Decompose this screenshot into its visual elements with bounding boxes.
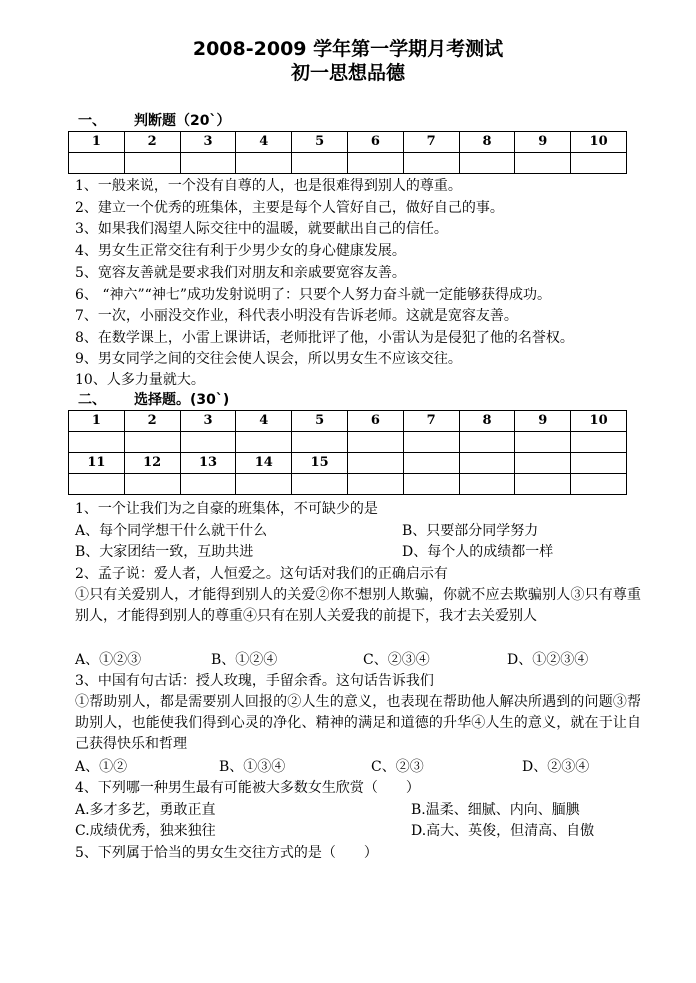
answer-number: 1 xyxy=(69,411,125,432)
answer-cell[interactable] xyxy=(571,474,627,495)
answer-number: 14 xyxy=(236,453,292,474)
section1-heading xyxy=(78,112,230,130)
choice-option: A、①②③ xyxy=(75,652,142,668)
answer-header-row xyxy=(69,411,627,432)
judge-question: 6、 “神六”“神七”成功发射说明了：只要个人努力奋斗就一定能够获得成功。 xyxy=(75,287,551,303)
answer-number: 10 xyxy=(571,132,627,153)
choice-options-row xyxy=(75,757,655,778)
answer-cell[interactable] xyxy=(292,153,348,174)
section1-number: 一、 xyxy=(78,113,106,129)
choice-question-stem: 2、孟子说：爱人者，人恒爱之。这句话对我们的正确启示有 xyxy=(75,566,448,582)
judge-question: 7、一次，小丽没交作业，科代表小明没有告诉老师。这就是宽容友善。 xyxy=(75,308,518,324)
judge-question: 1、一般来说，一个没有自尊的人，也是很难得到别人的尊重。 xyxy=(75,178,462,194)
judge-question: 2、建立一个优秀的班集体，主要是每个人管好自己，做好自己的事。 xyxy=(75,200,504,216)
judge-question: 10、人多力量就大。 xyxy=(75,372,205,388)
answer-number: 5 xyxy=(292,132,348,153)
answer-number: 3 xyxy=(180,132,236,153)
answer-number: 8 xyxy=(459,132,515,153)
answer-cell[interactable] xyxy=(347,432,403,453)
choice-options-row xyxy=(75,521,655,542)
choice-option: C、②③ xyxy=(371,759,424,775)
choice-option: C、②③④ xyxy=(363,652,430,668)
choice-question-stem: 3、中国有句古话：授人玫瑰，手留余香。这句话告诉我们 xyxy=(75,673,434,689)
answer-cell[interactable] xyxy=(236,153,292,174)
answer-number: 2 xyxy=(124,132,180,153)
choice-option: D、①②③④ xyxy=(507,652,589,668)
answer-cell[interactable] xyxy=(180,153,236,174)
answer-cell[interactable] xyxy=(403,474,459,495)
answer-number xyxy=(403,453,459,474)
answer-number: 12 xyxy=(124,453,180,474)
choice-option: B.温柔、细腻、内向、腼腆 xyxy=(411,802,580,818)
answer-cell[interactable] xyxy=(236,432,292,453)
section2-title: 选择题。(30`) xyxy=(134,392,230,408)
choice-question-stem: 4、下列哪一种男生最有可能被大多数女生欣赏（ ） xyxy=(75,780,420,796)
answer-cell[interactable] xyxy=(69,153,125,174)
answer-number: 2 xyxy=(124,411,180,432)
answer-number: 9 xyxy=(515,411,571,432)
section2-answer-table xyxy=(68,410,627,495)
choice-option: D.高大、英俊，但清高、自傲 xyxy=(411,823,595,839)
answer-cell[interactable] xyxy=(515,474,571,495)
answer-cell[interactable] xyxy=(180,432,236,453)
answer-number xyxy=(459,453,515,474)
choice-option: D、②③④ xyxy=(522,759,590,775)
answer-cell[interactable] xyxy=(124,474,180,495)
choice-option: D、每个人的成绩都一样 xyxy=(402,544,554,560)
answer-cell[interactable] xyxy=(347,474,403,495)
choice-option: B、大家团结一致，互助共进 xyxy=(75,544,254,560)
answer-cell[interactable] xyxy=(292,432,348,453)
answer-cell[interactable] xyxy=(571,432,627,453)
answer-number: 6 xyxy=(347,411,403,432)
answer-number: 3 xyxy=(180,411,236,432)
answer-cell[interactable] xyxy=(180,474,236,495)
choice-option: B、①②④ xyxy=(211,652,278,668)
answer-cell[interactable] xyxy=(459,153,515,174)
answer-number: 4 xyxy=(236,132,292,153)
answer-number xyxy=(515,453,571,474)
choice-question-body: ①只有关爱别人，才能得到别人的关爱②你不想别人欺骗，你就不应去欺骗别人③只有尊重别人，才能得到别人的尊重④只有在别人关爱我的前提下，我才去关爱别人 xyxy=(75,587,641,624)
answer-number: 8 xyxy=(459,411,515,432)
choice-options-row xyxy=(75,821,655,842)
answer-blank-row xyxy=(69,474,627,495)
choice-options-row xyxy=(75,542,655,563)
answer-cell[interactable] xyxy=(292,474,348,495)
answer-header-row xyxy=(69,453,627,474)
exam-subtitle: 初一思想品德 xyxy=(290,62,405,84)
answer-number: 6 xyxy=(347,132,403,153)
answer-cell[interactable] xyxy=(124,153,180,174)
answer-number: 13 xyxy=(180,453,236,474)
answer-number: 7 xyxy=(403,132,459,153)
answer-number: 4 xyxy=(236,411,292,432)
answer-number: 11 xyxy=(69,453,125,474)
judge-question: 4、男女生正常交往有利于少男少女的身心健康发展。 xyxy=(75,243,406,259)
answer-header-row xyxy=(69,132,627,153)
answer-cell[interactable] xyxy=(515,153,571,174)
choice-question-body: ①帮助别人，都是需要别人回报的②人生的意义，也表现在帮助他人解决所遇到的问题③帮助别人，也能使我们得到心灵的净化、精神的满足和道德的升华④人生的意义，就在于让自己获得快乐和哲理 xyxy=(75,694,641,752)
choice-option: A、每个同学想干什么就干什么 xyxy=(75,523,268,539)
section2-number: 二、 xyxy=(78,392,106,408)
answer-cell[interactable] xyxy=(403,153,459,174)
choice-option: B、只要部分同学努力 xyxy=(402,523,539,539)
answer-cell[interactable] xyxy=(347,153,403,174)
judge-question: 5、宽容友善就是要求我们对朋友和亲戚要宽容友善。 xyxy=(75,265,406,281)
answer-number: 7 xyxy=(403,411,459,432)
answer-cell[interactable] xyxy=(571,153,627,174)
answer-number: 9 xyxy=(515,132,571,153)
choice-question-stem: 1、一个让我们为之自豪的班集体，不可缺少的是 xyxy=(75,501,378,517)
answer-cell[interactable] xyxy=(69,432,125,453)
choice-option: B、①③④ xyxy=(219,759,286,775)
answer-blank-row xyxy=(69,153,627,174)
answer-cell[interactable] xyxy=(69,474,125,495)
answer-cell[interactable] xyxy=(403,432,459,453)
choice-options-row xyxy=(75,800,655,821)
answer-cell[interactable] xyxy=(515,432,571,453)
answer-number xyxy=(571,453,627,474)
section1-answer-table xyxy=(68,131,627,174)
choice-options-row xyxy=(75,650,655,671)
judge-question: 3、如果我们渴望人际交往中的温暖，就要献出自己的信任。 xyxy=(75,221,448,237)
choice-option: A.多才多艺，勇敢正直 xyxy=(75,802,216,818)
answer-number xyxy=(347,453,403,474)
judge-question: 9、男女同学之间的交往会使人误会，所以男女生不应该交往。 xyxy=(75,351,462,367)
answer-cell[interactable] xyxy=(236,474,292,495)
section1-title: 判断题（20`） xyxy=(134,113,231,129)
judge-question: 8、在数学课上，小雷上课讲话，老师批评了他，小雷认为是侵犯了他的名誉权。 xyxy=(75,330,574,346)
answer-number: 1 xyxy=(69,132,125,153)
answer-number: 10 xyxy=(571,411,627,432)
answer-cell[interactable] xyxy=(459,432,515,453)
section2-heading xyxy=(78,391,229,409)
answer-cell[interactable] xyxy=(124,432,180,453)
choice-option: C.成绩优秀，独来独往 xyxy=(75,823,216,839)
answer-blank-row xyxy=(69,432,627,453)
choice-option: A、①② xyxy=(75,759,128,775)
choice-question-stem: 5、下列属于恰当的男女生交往方式的是（ ） xyxy=(75,845,378,861)
answer-number: 5 xyxy=(292,411,348,432)
answer-cell[interactable] xyxy=(459,474,515,495)
answer-number: 15 xyxy=(292,453,348,474)
exam-title: 2008-2009 学年第一学期月考测试 xyxy=(192,38,504,60)
